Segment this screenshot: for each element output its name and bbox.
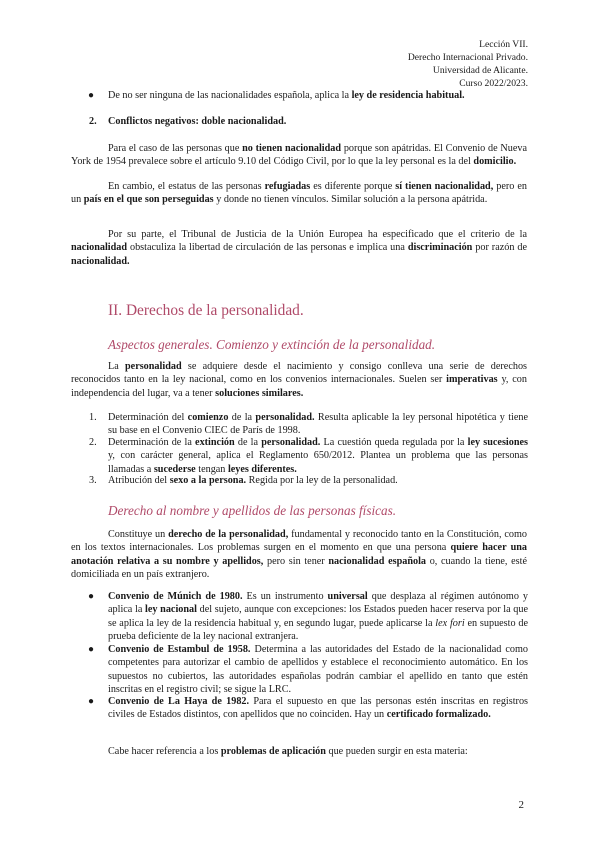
- bullet-residencia: De no ser ninguna de las nacionalidades española, aplica la ley de residencia habitual.: [108, 90, 465, 101]
- paragraph-problemas: Cabe hacer referencia a los problemas de aplicación que pueden surgir en esta materia:: [108, 746, 468, 757]
- list-item-sexo: Atribución del sexo a la persona. Regida por la ley de la personalidad.: [108, 475, 398, 486]
- section-number: 2.: [89, 116, 97, 127]
- paragraph-refugiadas: En cambio, el estatus de las personas refugiadas es diferente porque sí tienen nacionalidad, pero en un país en el que son perseguidas y donde no tienen vínculos. Similar solución a la persona apátrida.: [71, 181, 527, 206]
- paragraph-personalidad: La personalidad se adquiere desde el nacimiento y consigo conlleva una serie de derechos reconocidos tanto en la ley nacional, como en los convenios internacionales. Suelen ser imperativas y, con independencia del lugar, va a tener soluciones similares.: [71, 361, 527, 399]
- page-header: [408, 38, 528, 90]
- bullet-convenio-munich: Convenio de Múnich de 1980. Es un instrumento universal que desplaza al régimen autónomo y aplica la ley nacional del sujeto, aunque con excepciones: los Estados pueden hacer reserva por la que se aplica la ley de la residencia habitual y, en segundo lugar, puede aplicarse la lex fori en supuesto de prueba deficiente de la ley nacional extranjera.: [108, 591, 529, 643]
- list-item-comienzo: Determinación del comienzo de la personalidad. Resulta aplicable la ley personal hipotética y tiene su base en el Convenio CIEC de París de 1998.: [108, 412, 529, 437]
- paragraph-apatridas: Para el caso de las personas que no tienen nacionalidad porque son apátridas. El Convenio de Nueva York de 1954 prevalece sobre el artículo 9.10 del Código Civil, por lo que la ley personal es la del domicilio.: [71, 143, 527, 168]
- list-number: 2.: [89, 437, 97, 448]
- list-number: 3.: [89, 475, 97, 486]
- header-subject: Derecho Internacional Privado.: [407, 52, 528, 63]
- bullet-dot: ●: [88, 644, 95, 655]
- paragraph-nombre: Constituye un derecho de la personalidad, fundamental y reconocido tanto en la Constitución, como en los textos internacionales. Los problemas surgen en el momento en que una persona quiere hacer una anotación relativa a su nombre y apellidos, pero sin tener nacionalidad española o, cuando la tiene, esté domiciliada en un país extranjero.: [71, 529, 528, 581]
- bullet-dot: ●: [88, 591, 95, 602]
- heading-derechos-personalidad: II. Derechos de la personalidad.: [108, 302, 304, 319]
- page-number: 2: [518, 799, 524, 811]
- paragraph-tjue: Por su parte, el Tribunal de Justicia de la Unión Europea ha especificado que el criterio de la nacionalidad obstaculiza la libertad de circulación de las personas e implica una discriminación por razón de nacionalidad.: [71, 229, 527, 267]
- heading-aspectos-generales: Aspectos generales. Comienzo y extinción de la personalidad.: [108, 337, 436, 352]
- bullet-convenio-estambul: Convenio de Estambul de 1958. Determina a las autoridades del Estado de la nacionalidad como competentes para autorizar el cambio de apellidos y establece el reconocimiento automático. En los supuestos no cubiertos, las autoridades españolas podrán cambiar el apellido en tanto que estén inscritas en el registro civil; se sigue la LRC.: [108, 644, 528, 696]
- bullet-convenio-la-haya: Convenio de La Haya de 1982. Para el supuesto en que las personas estén inscritas en registros civiles de Estados distintos, con apellidos que no coinciden. Hay un certificado formalizado.: [108, 696, 528, 721]
- section-title: Conflictos negativos: doble nacionalidad.: [108, 116, 287, 127]
- bullet-dot: ●: [88, 696, 95, 707]
- header-lesson: Lección VII.: [479, 39, 528, 50]
- list-item-extincion: Determinación de la extinción de la personalidad. La cuestión queda regulada por la ley sucesiones y, con carácter general, aplica el Reglamento 650/2012. Plantea un problema que las personas llamadas a sucederse tengan leyes diferentes.: [108, 437, 528, 475]
- heading-nombre-apellidos: Derecho al nombre y apellidos de las personas físicas.: [108, 503, 397, 518]
- header-course: Curso 2022/2023.: [459, 78, 528, 89]
- bullet-dot: ●: [88, 90, 95, 101]
- header-university: Universidad de Alicante.: [432, 65, 528, 76]
- list-number: 1.: [89, 412, 97, 423]
